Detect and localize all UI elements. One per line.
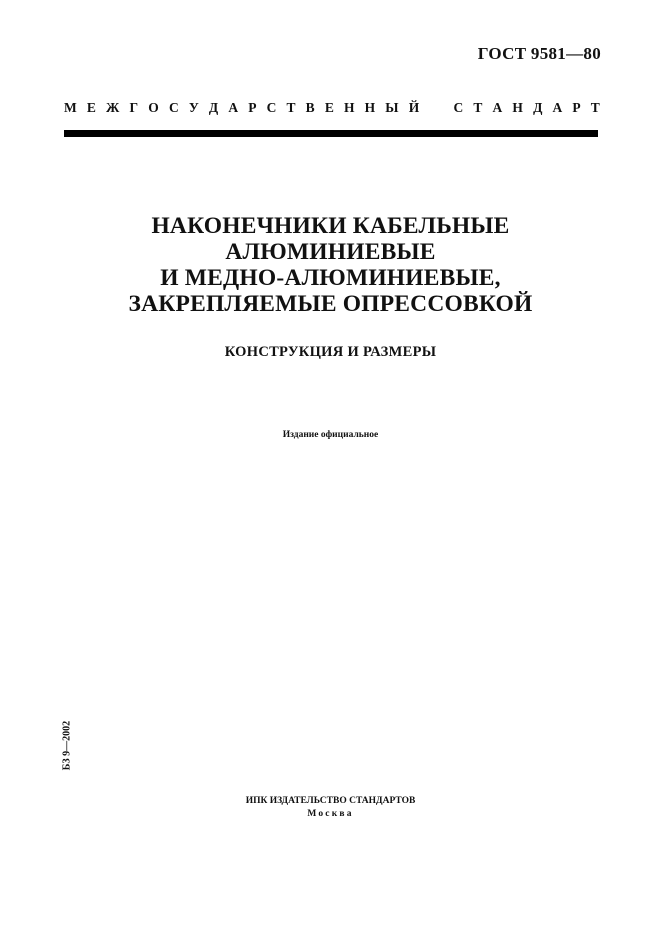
standard-type-heading bbox=[64, 100, 600, 116]
publisher-name: ИПК ИЗДАТЕЛЬСТВО СТАНДАРТОВ bbox=[245, 796, 416, 806]
heading-letter: У bbox=[188, 100, 199, 115]
heading-letter: О bbox=[148, 100, 159, 115]
edition-note: Издание официальное bbox=[282, 430, 379, 440]
heading-letter: Т bbox=[286, 100, 296, 115]
title-line: НАКОНЕЧНИКИ КАБЕЛЬНЫЕ bbox=[151, 213, 510, 239]
document-title bbox=[0, 213, 661, 317]
heading-letter: Й bbox=[408, 100, 420, 115]
heading-letter: С bbox=[266, 100, 277, 115]
heading-letter: Н bbox=[364, 100, 376, 115]
heading-letter: Т bbox=[473, 100, 483, 115]
heading-letter: Р bbox=[248, 100, 257, 115]
heading-letter: Г bbox=[129, 100, 139, 115]
document-subtitle: КОНСТРУКЦИЯ И РАЗМЕРЫ bbox=[224, 344, 437, 360]
heading-letter: Е bbox=[86, 100, 96, 115]
heading-letter: Ж bbox=[106, 100, 120, 115]
heading-letter: М bbox=[64, 100, 77, 115]
heading-letter: А bbox=[228, 100, 239, 115]
heading-letter: Н bbox=[343, 100, 355, 115]
heading-letter: Р bbox=[572, 100, 581, 115]
heading-letter: Н bbox=[512, 100, 523, 115]
heading-letter: Т bbox=[590, 100, 600, 115]
heading-letter: Ы bbox=[385, 100, 399, 115]
heading-letter: Е bbox=[324, 100, 334, 115]
title-line: И МЕДНО-АЛЮМИНИЕВЫЕ, bbox=[160, 265, 501, 291]
word-gap bbox=[429, 100, 443, 116]
heading-letter: С bbox=[168, 100, 179, 115]
standard-number: ГОСТ 9581—80 bbox=[477, 44, 601, 63]
heading-letter: В bbox=[305, 100, 315, 115]
title-line: АЛЮМИНИЕВЫЕ bbox=[225, 239, 436, 265]
heading-letter: А bbox=[552, 100, 563, 115]
heading-letter: А bbox=[492, 100, 503, 115]
heading-letter: Д bbox=[533, 100, 543, 115]
horizontal-rule bbox=[64, 130, 598, 137]
side-catalog-code: БЗ 9—2002 bbox=[61, 720, 73, 771]
title-line: ЗАКРЕПЛЯЕМЫЕ ОПРЕССОВКОЙ bbox=[128, 291, 533, 317]
heading-letter: С bbox=[453, 100, 464, 115]
heading-letter: Д bbox=[208, 100, 219, 115]
publisher-city: Москва bbox=[307, 809, 354, 819]
